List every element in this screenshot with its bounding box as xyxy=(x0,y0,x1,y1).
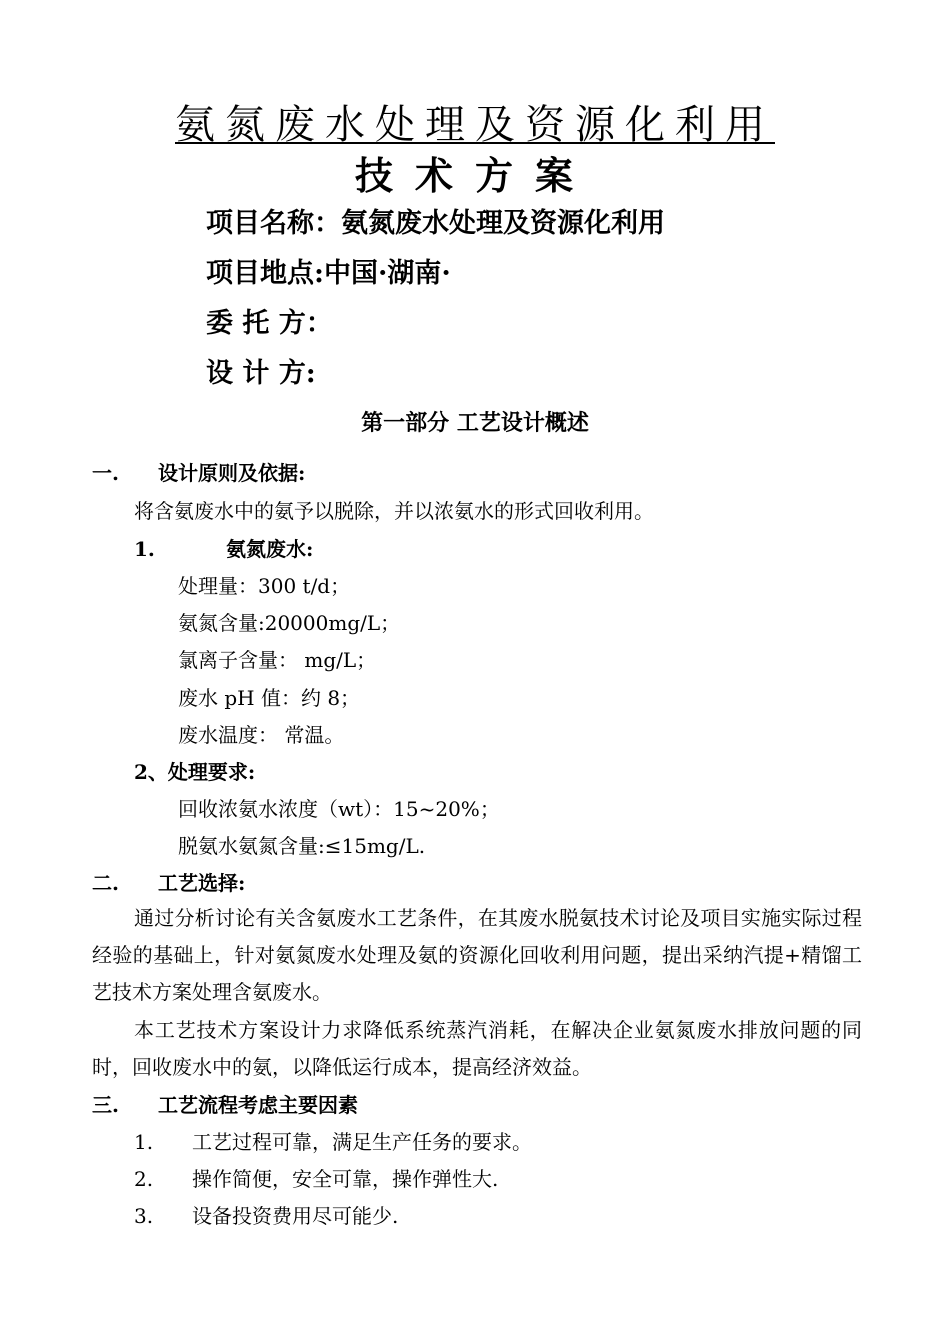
requirement-item: 回收浓氨水浓度（wt）：15~20%； xyxy=(178,797,500,821)
section-3-title: 工艺流程考虑主要因素 xyxy=(158,1093,358,1117)
subsection-2-title: 2、处理要求: xyxy=(134,760,256,784)
factor-item-number: 2. xyxy=(134,1167,154,1191)
document-title xyxy=(0,98,950,152)
project-designer: 设 计 方: xyxy=(206,358,316,389)
wastewater-spec-item: 处理量：300 t/d； xyxy=(178,574,351,598)
wastewater-spec-item: 氯离子含量： mg/L； xyxy=(178,648,377,672)
factor-item-text: 设备投资费用尽可能少. xyxy=(192,1204,399,1228)
section-2-title: 工艺选择: xyxy=(158,871,246,895)
project-client: 委 托 方： xyxy=(206,308,333,339)
document-subtitle: 技术方案 xyxy=(354,153,595,198)
section-3-number: 三. xyxy=(92,1093,119,1117)
section-1-title: 设计原则及依据: xyxy=(158,461,306,485)
project-name: 项目名称：氨氮废水处理及资源化利用 xyxy=(206,208,665,239)
subsection-1-title: 氨氮废水: xyxy=(226,537,314,561)
wastewater-spec-item: 废水 pH 值：约 8； xyxy=(178,686,361,710)
factor-item-text: 操作简便，安全可靠，操作弹性大. xyxy=(192,1167,499,1191)
subsection-1-number: 1. xyxy=(134,537,155,561)
section-2-paragraph-2: 本工艺技术方案设计力求降低系统蒸汽消耗，在解决企业氨氮废水排放问题的同时，回收废水中的氨，以降低运行成本，提高经济效益。 xyxy=(92,1018,862,1079)
factor-item-number: 1. xyxy=(134,1130,154,1154)
section-2-number: 二. xyxy=(92,871,119,895)
title-line-1: 氨氮废水处理及资源化利用 xyxy=(175,102,775,148)
part-title: 第一部分 工艺设计概述 xyxy=(361,410,589,436)
section-1-number: 一. xyxy=(92,461,119,485)
section-2-paragraph-1: 通过分析讨论有关含氨废水工艺条件，在其废水脱氨技术讨论及项目实施实际过程经验的基础上，针对氨氮废水处理及氨的资源化回收利用问题，提出采纳汽提+精馏工艺技术方案处理含氨废水。 xyxy=(92,906,862,1004)
factor-item-number: 3. xyxy=(134,1204,154,1228)
wastewater-spec-item: 氨氮含量:20000mg/L； xyxy=(178,611,401,635)
wastewater-spec-item: 废水温度： 常温。 xyxy=(178,723,345,747)
factor-item-text: 工艺过程可靠，满足生产任务的要求。 xyxy=(192,1130,532,1154)
project-location: 项目地点:中国·湖南· xyxy=(206,258,451,289)
section-1-intro: 将含氨废水中的氨予以脱除，并以浓氨水的形式回收利用。 xyxy=(134,499,654,523)
requirement-item: 脱氨水氨氮含量:≤15mg/L. xyxy=(178,834,426,858)
